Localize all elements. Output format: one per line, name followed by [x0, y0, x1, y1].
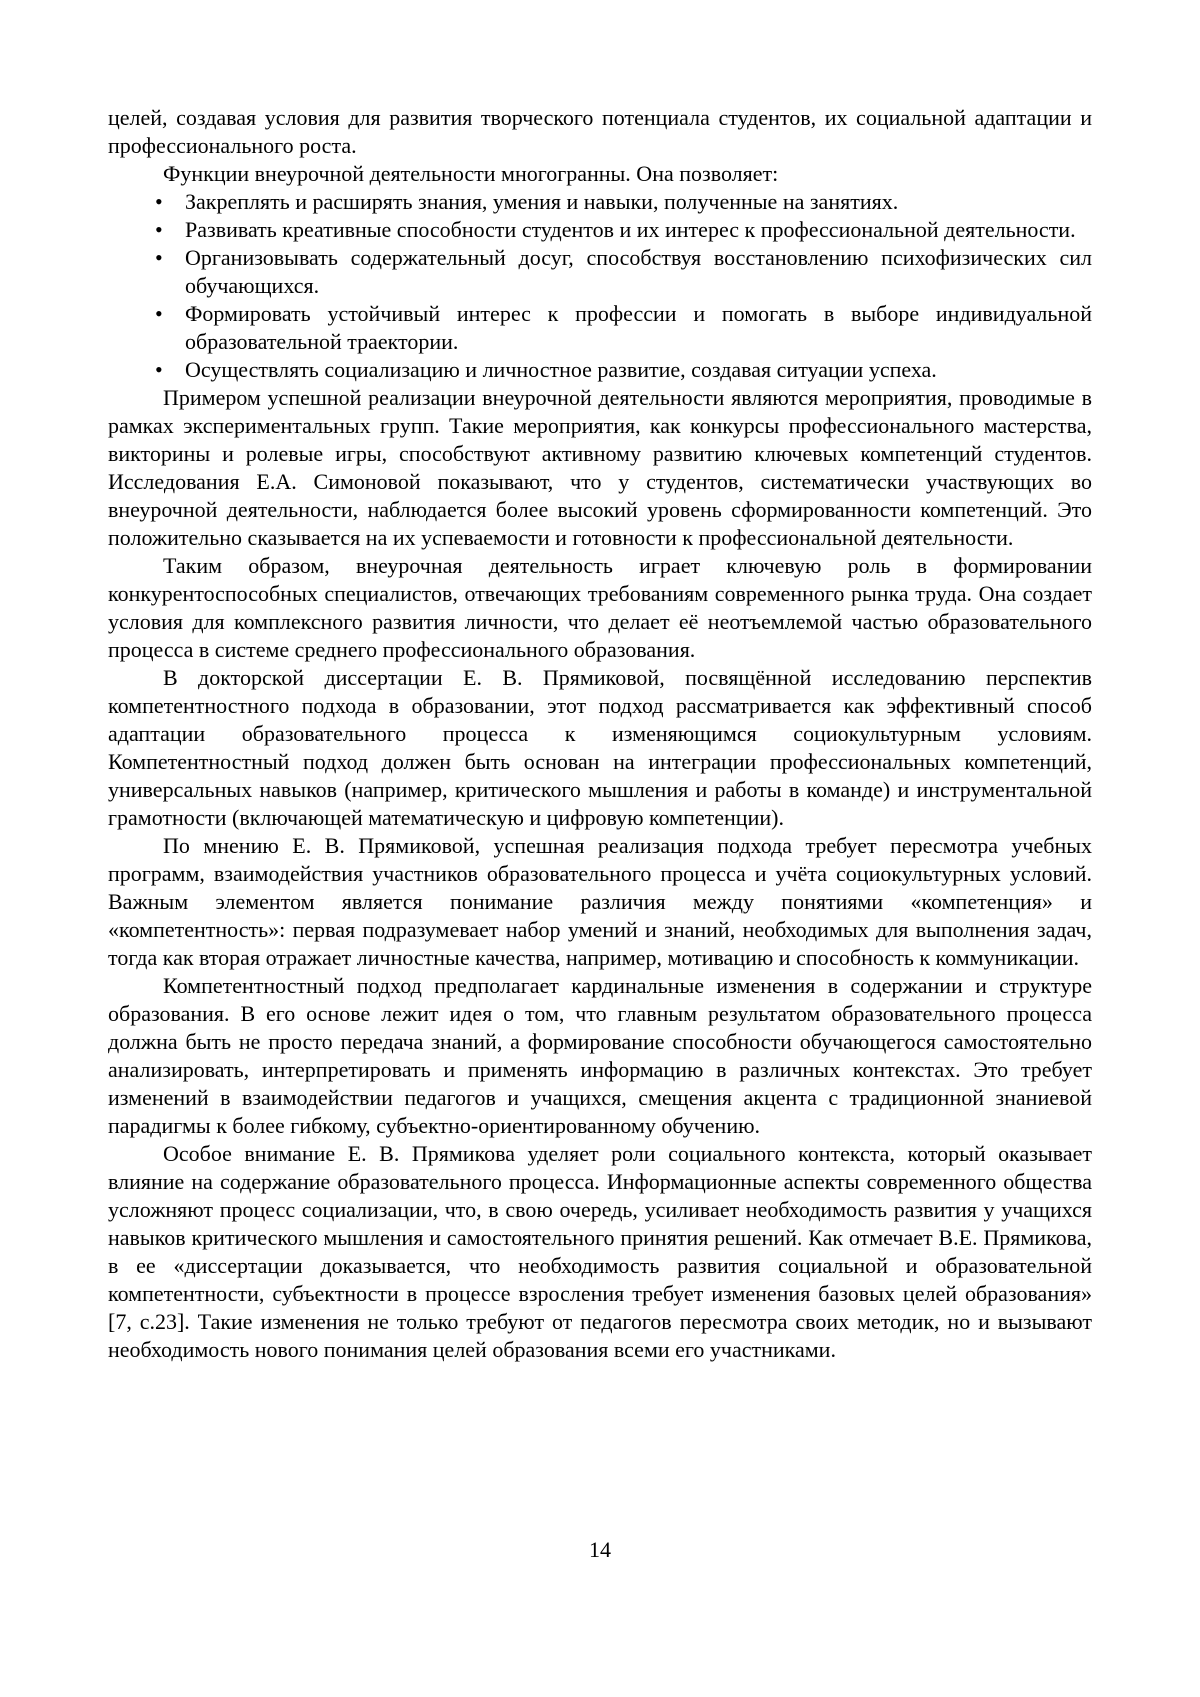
page-body — [108, 104, 1092, 1364]
paragraph: целей, создавая условия для развития творческого потенциала студентов, их социальной адаптации и профессионального роста. — [108, 105, 1092, 158]
bullet-list — [108, 188, 1092, 384]
bullet-item: • Развивать креативные способности студентов и их интерес к профессиональной деятельности. — [108, 216, 1092, 244]
paragraph: В докторской диссертации Е. В. Прямиковой, посвящённой исследованию перспектив компетентностного подхода в образовании, этот подход рассматривается как эффективный способ адаптации образовательного процесса к изменяющимся социокультурным условиям. Компетентностный подход должен быть основан на интеграции профессиональных компетенций, универсальных навыков (например, критического мышления и работы в команде) и инструментальной грамотности (включающей математическую и цифровую компетенции). — [108, 665, 1092, 830]
paragraph: Таким образом, внеурочная деятельность играет ключевую роль в формировании конкурентоспособных специалистов, отвечающих требованиям современного рынка труда. Она создает условия для комплексного развития личности, что делает её неотъемлемой частью образовательного процесса в системе среднего профессионального образования. — [108, 553, 1092, 662]
bullet-item: • Формировать устойчивый интерес к профессии и помогать в выборе индивидуальной образовательной траектории. — [108, 300, 1092, 356]
page-number: 14 — [589, 1537, 611, 1562]
paragraph: По мнению Е. В. Прямиковой, успешная реализация подхода требует пересмотра учебных программ, взаимодействия участников образовательного процесса и учёта социокультурных условий. Важным элементом является понимание различия между понятиями «компетенция» и «компетентность»: первая подразумевает набор умений и знаний, необходимых для выполнения задач, тогда как вторая отражает личностные качества, например, мотивацию и способность к коммуникации. — [108, 833, 1092, 970]
paragraph: Примером успешной реализации внеурочной деятельности являются мероприятия, проводимые в рамках экспериментальных групп. Такие мероприятия, как конкурсы профессионального мастерства, викторины и ролевые игры, способствуют активному развитию ключевых компетенций студентов. Исследования Е.А. Симоновой показывают, что у студентов, систематически участвующих во внеурочной деятельности, наблюдается более высокий уровень сформированности компетенций. Это положительно сказывается на их успеваемости и готовности к профессиональной деятельности. — [108, 385, 1092, 550]
paragraph: Функции внеурочной деятельности многогранны. Она позволяет: — [163, 161, 779, 186]
paragraph: Особое внимание Е. В. Прямикова уделяет роли социального контекста, который оказывает влияние на содержание образовательного процесса. Информационные аспекты современного общества усложняют процесс социализации, что, в свою очередь, усиливает необходимость развития у учащихся навыков критического мышления и самостоятельного принятия решений. Как отмечает В.Е. Прямикова, в ее «диссертации доказывается, что необходимость развития социальной и образовательной компетентности, субъектности в процессе взросления требует изменения базовых целей образования» [7, с.23]. Такие изменения не только требуют от педагогов пересмотра своих методик, но и вызывают необходимость нового понимания целей образования всеми его участниками. — [108, 1141, 1092, 1362]
bullet-item: • Осуществлять социализацию и личностное развитие, создавая ситуации успеха. — [108, 356, 1092, 384]
bullet-item: • Закреплять и расширять знания, умения и навыки, полученные на занятиях. — [108, 188, 1092, 216]
paragraph: Компетентностный подход предполагает кардинальные изменения в содержании и структуре образования. В его основе лежит идея о том, что главным результатом образовательного процесса должна быть не просто передача знаний, а формирование способности обучающегося самостоятельно анализировать, интерпретировать и применять информацию в различных контекстах. Это требует изменений в взаимодействии педагогов и учащихся, смещения акцента с традиционной знаниевой парадигмы к более гибкому, субъектно-ориентированному обучению. — [108, 973, 1092, 1138]
bullet-item: • Организовывать содержательный досуг, способствуя восстановлению психофизических сил обучающихся. — [108, 244, 1092, 300]
